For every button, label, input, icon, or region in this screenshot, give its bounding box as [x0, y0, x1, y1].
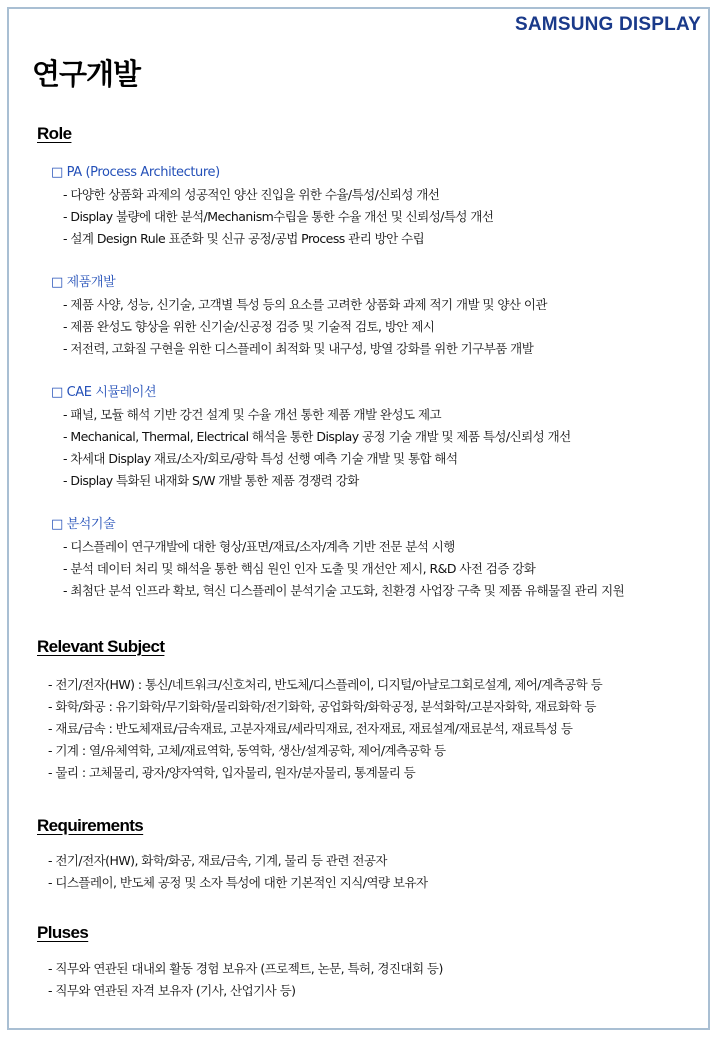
list-item: - 전기/전자(HW) : 통신/네트워크/신호처리, 반도체/디스플레이, 디지털/아날로그회로설계, 제어/계측공학 등: [48, 677, 603, 692]
pluses-list: [48, 958, 443, 1002]
list-item: - 기계 : 열/유체역학, 고체/재료역학, 동역학, 생산/설계공학, 제어/계측공학 등: [48, 743, 446, 758]
list-item: - 제품 완성도 향상을 위한 신기술/신공정 검증 및 기술적 검토, 방안 제시: [63, 319, 435, 334]
group-title: □ 제품개발: [51, 275, 116, 290]
role-group-cae: [51, 382, 571, 492]
list-item: - 분석 데이터 처리 및 해석을 통한 핵심 원인 인자 도출 및 개선안 제시, R&D 사전 검증 강화: [63, 561, 536, 576]
list-item: - 전기/전자(HW), 화학/화공, 재료/금속, 기계, 물리 등 관련 전공자: [48, 853, 387, 868]
group-title: □ CAE 시뮬레이션: [51, 385, 157, 400]
list-item: - 패널, 모듈 해석 기반 강건 설계 및 수율 개선 통한 제품 개발 완성도 제고: [63, 407, 442, 422]
list-item: - 차세대 Display 재료/소자/회로/광학 특성 선행 예측 기술 개발 및 통합 해석: [63, 451, 458, 466]
list-item: - 설계 Design Rule 표준화 및 신규 공정/공법 Process 관리 방안 수립: [63, 231, 425, 246]
list-item: - 직무와 연관된 자격 보유자 (기사, 산업기사 등): [48, 983, 296, 998]
role-group-product-dev: [51, 272, 547, 360]
page-title: 연구개발: [32, 57, 141, 91]
group-title: □ 분석기술: [51, 517, 116, 532]
relevant-subject-list: [48, 674, 602, 784]
list-item: - 직무와 연관된 대내외 활동 경험 보유자 (프로젝트, 논문, 특허, 경진대회 등): [48, 961, 443, 976]
list-item: - Display 특화된 내재화 S/W 개발 통한 제품 경쟁력 강화: [63, 473, 359, 488]
role-group-analysis: [51, 514, 624, 602]
requirements-list: [48, 850, 428, 894]
requirements-heading: Requirements: [37, 816, 144, 835]
list-item: - 디스플레이 연구개발에 대한 형상/표면/재료/소자/계측 기반 전문 분석 시행: [63, 539, 455, 554]
list-item: - 화학/화공 : 유기화학/무기화학/물리화학/전기화학, 공업화학/화학공정, 분석화학/고분자화학, 재료화학 등: [48, 699, 596, 714]
pluses-heading: Pluses: [37, 923, 89, 942]
list-item: - 저전력, 고화질 구현을 위한 디스플레이 최적화 및 내구성, 방열 강화를 위한 기구부품 개발: [63, 341, 534, 356]
role-heading: Role: [37, 124, 72, 143]
list-item: - 물리 : 고체물리, 광자/양자역학, 입자물리, 원자/분자물리, 통계물리 등: [48, 765, 416, 780]
role-group-pa: [51, 162, 493, 250]
list-item: - Display 불량에 대한 분석/Mechanism수립을 통한 수율 개선 및 신뢰성/특성 개선: [63, 209, 494, 224]
list-item: - 다양한 상품화 과제의 성공적인 양산 진입을 위한 수율/특성/신뢰성 개선: [63, 187, 440, 202]
group-title: □ PA (Process Architecture): [51, 165, 220, 180]
relevant-subject-heading: Relevant Subject: [37, 637, 165, 656]
brand-logo: SAMSUNG DISPLAY: [515, 14, 701, 35]
list-item: - 디스플레이, 반도체 공정 및 소자 특성에 대한 기본적인 지식/역량 보유자: [48, 875, 428, 890]
list-item: - Mechanical, Thermal, Electrical 해석을 통한 Display 공정 기술 개발 및 제품 특성/신뢰성 개선: [63, 429, 571, 444]
list-item: - 재료/금속 : 반도체재료/금속재료, 고분자재료/세라믹재료, 전자재료, 재료설계/재료분석, 재료특성 등: [48, 721, 573, 736]
list-item: - 최첨단 분석 인프라 확보, 혁신 디스플레이 분석기술 고도화, 친환경 사업장 구축 및 제품 유해물질 관리 지원: [63, 583, 625, 598]
list-item: - 제품 사양, 성능, 신기술, 고객별 특성 등의 요소를 고려한 상품화 과제 적기 개발 및 양산 이관: [63, 297, 547, 312]
